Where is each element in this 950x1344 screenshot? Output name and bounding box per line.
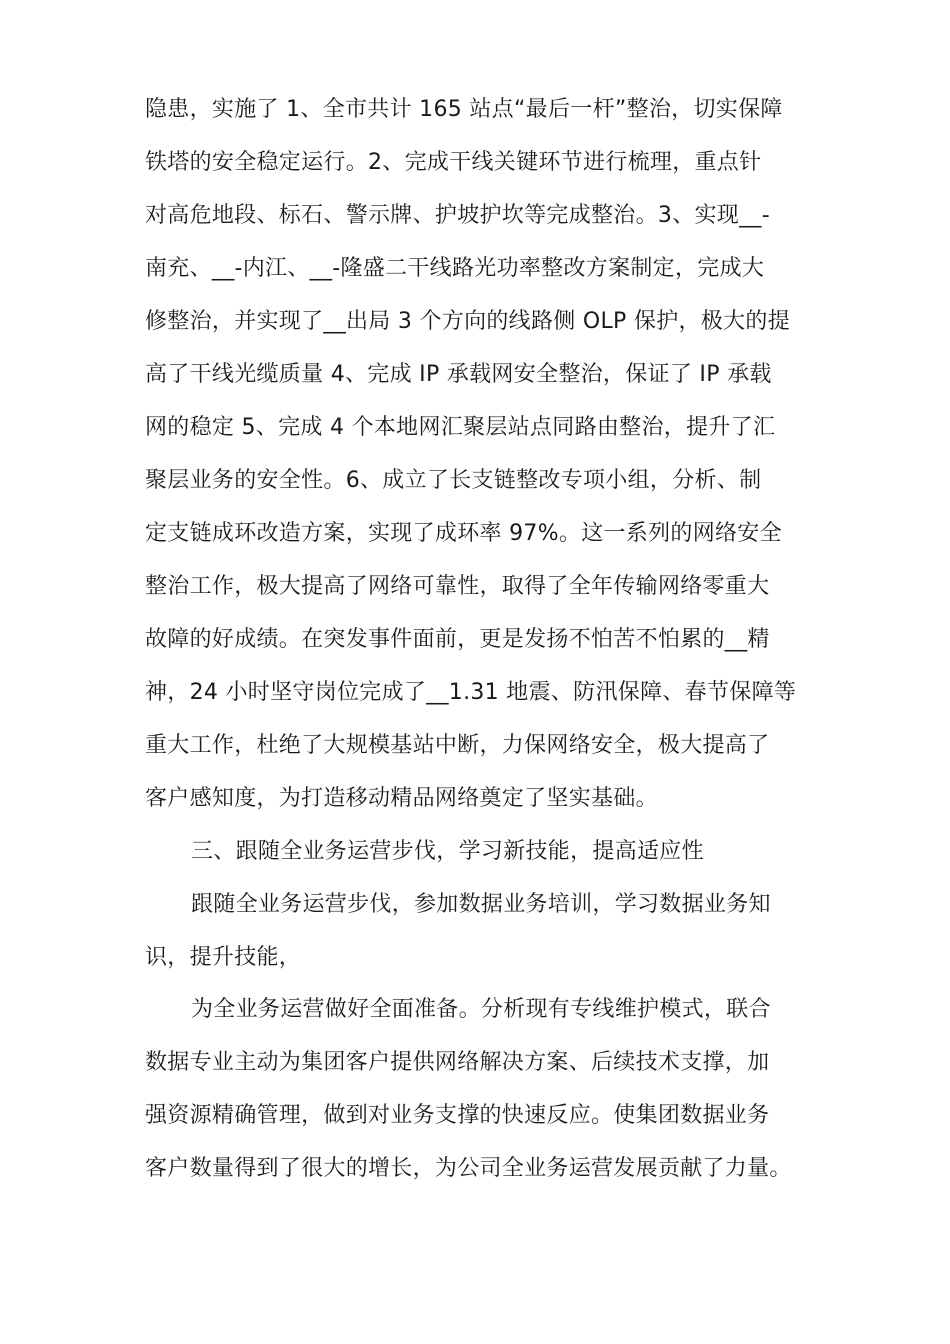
body-text-line: 隐患，实施了 1、全市共计 165 站点“最后一杆”整治，切实保障 [145,97,783,122]
body-text-line: 定支链成环改造方案，实现了成环率 97%。这一系列的网络安全 [145,521,782,546]
body-text-line: 对高危地段、标石、警示牌、护坡护坎等完成整治。3、实现__- [145,203,770,228]
body-text-line: 整治工作，极大提高了网络可靠性，取得了全年传输网络零重大 [145,574,770,599]
section-heading: 三、跟随全业务运营步伐，学习新技能，提高适应性 [191,839,704,864]
body-text-line: 重大工作，杜绝了大规模基站中断，力保网络安全，极大提高了 [145,733,770,758]
body-text-line: 神，24 小时坚守岗位完成了__1.31 地震、防汛保障、春节保障等 [145,680,797,705]
body-text-line: 数据专业主动为集团客户提供网络解决方案、后续技术支撑，加 [145,1050,770,1075]
body-text-line: 南充、__-内江、__-隆盛二干线路光功率整改方案制定，完成大 [145,256,765,281]
body-text-line: 客户数量得到了很大的增长，为公司全业务运营发展贡献了力量。 [145,1156,792,1181]
body-text-line: 为全业务运营做好全面准备。分析现有专线维护模式，联合 [191,997,771,1022]
body-text-line: 修整治，并实现了__出局 3 个方向的线路侧 OLP 保护，极大的提 [145,309,791,334]
body-text-line: 铁塔的安全稳定运行。2、完成干线关键环节进行梳理，重点针 [145,150,762,175]
body-text-line: 跟随全业务运营步伐，参加数据业务培训，学习数据业务知 [191,892,771,917]
body-text-line: 高了干线光缆质量 4、完成 IP 承载网安全整治，保证了 IP 承载 [145,362,772,387]
body-text-line: 识，提升技能， [145,945,302,970]
body-text-line: 强资源精确管理，做到对业务支撑的快速反应。使集团数据业务 [145,1103,770,1128]
body-text-line: 客户感知度，为打造移动精品网络奠定了坚实基础。 [145,786,658,811]
body-text-line: 故障的好成绩。在突发事件面前，更是发扬不怕苦不怕累的__精 [145,627,770,652]
body-text-line: 网的稳定 5、完成 4 个本地网汇聚层站点同路由整治，提升了汇 [145,415,776,440]
body-text-line: 聚层业务的安全性。6、成立了长支链整改专项小组，分析、制 [145,468,762,493]
